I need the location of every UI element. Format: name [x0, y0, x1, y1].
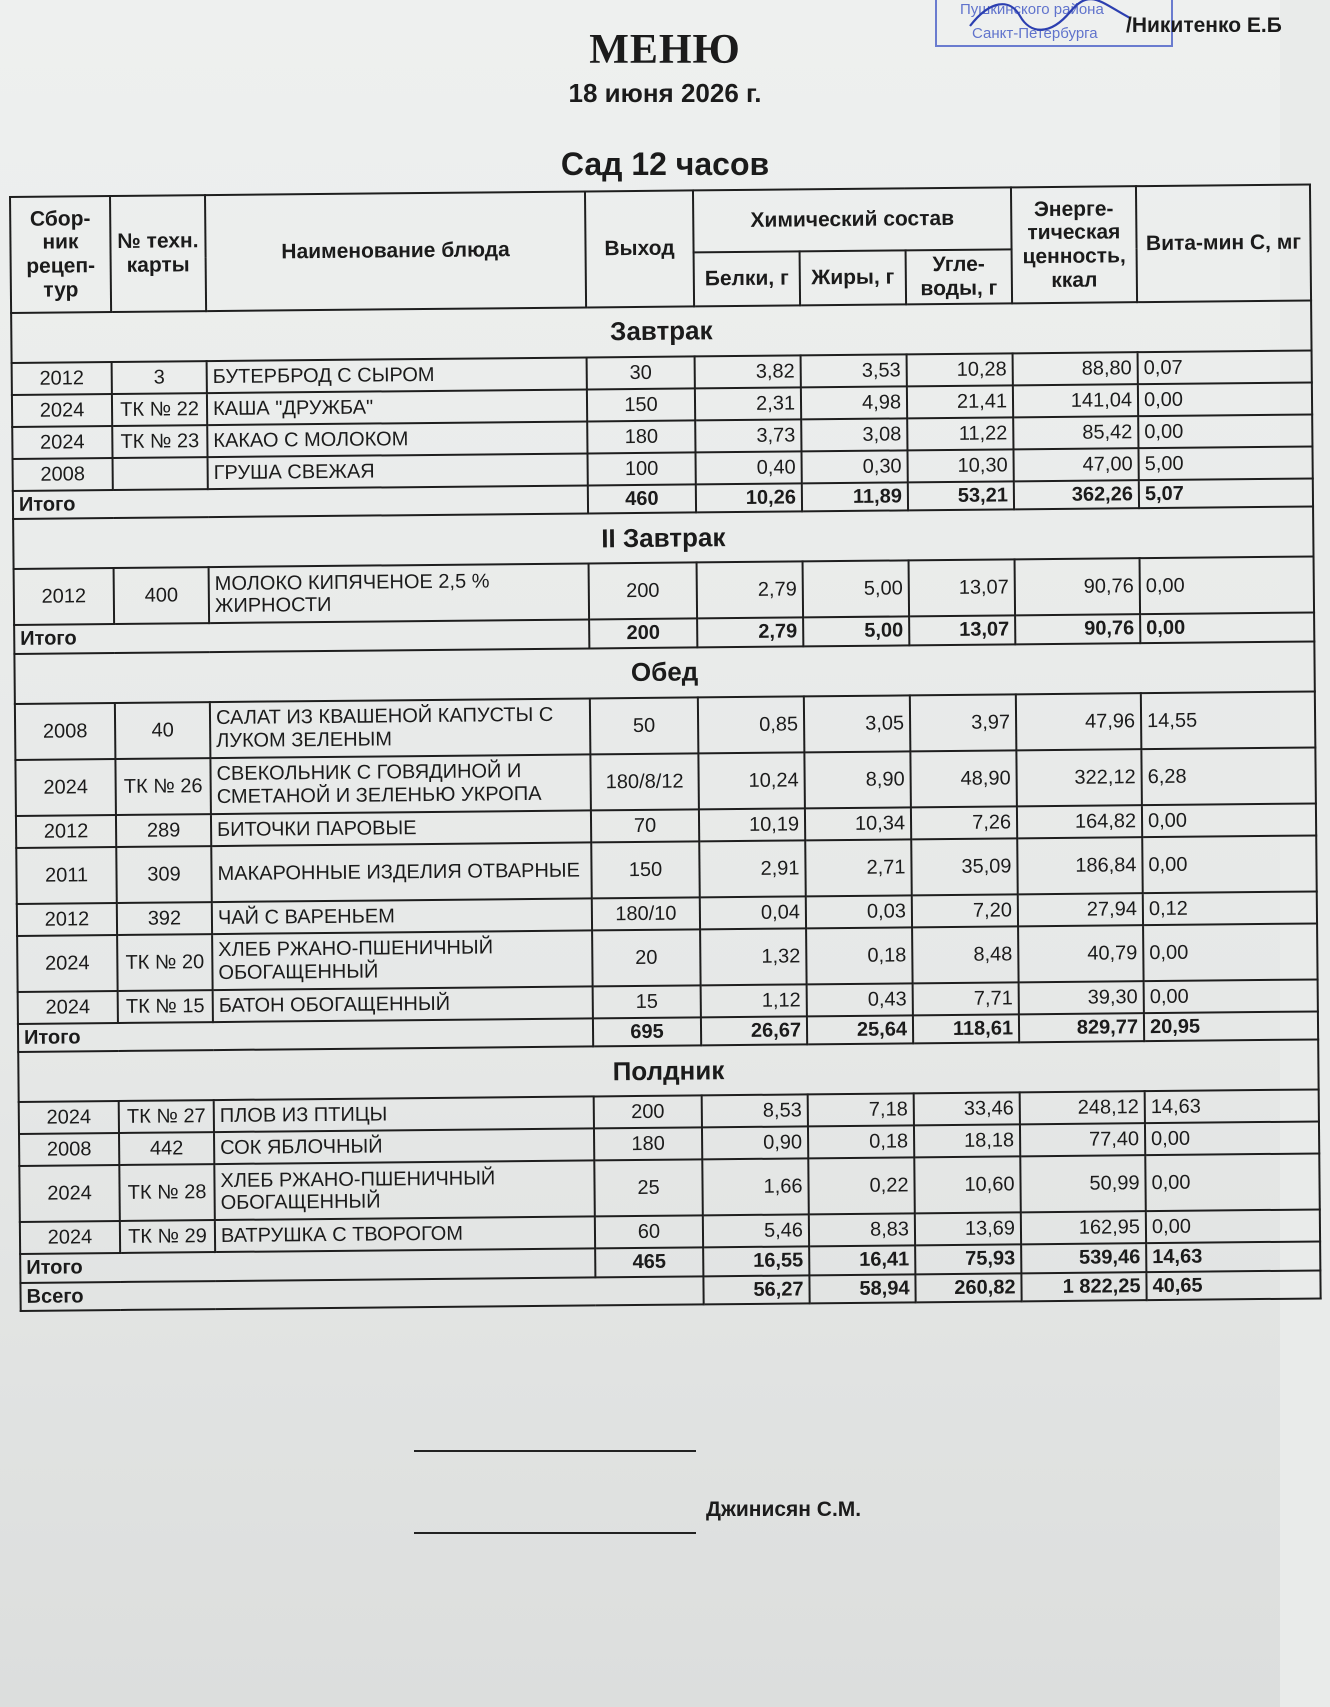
tech-card-cell: 309 [116, 846, 212, 903]
carbs-cell: 10,30 [907, 449, 1013, 482]
collection-year-cell: 2008 [13, 458, 113, 491]
section-title: II Завтрак [13, 507, 1313, 569]
total-yield-cell: 465 [595, 1248, 703, 1277]
protein-cell: 5,46 [703, 1215, 809, 1248]
total-label: Итого [14, 620, 589, 654]
menu-body [11, 301, 1321, 1311]
energy-cell: 248,12 [1020, 1091, 1145, 1124]
header-energy: Энерге-тическая ценность, ккал [1011, 186, 1137, 303]
protein-cell: 2,91 [699, 840, 806, 897]
vitamin-cell: 0,00 [1145, 1154, 1320, 1212]
protein-cell: 10,19 [699, 808, 805, 841]
header-yield: Выход [585, 190, 694, 307]
vitamin-cell: 0,00 [1143, 923, 1318, 981]
carbs-cell: 48,90 [910, 750, 1017, 807]
fat-cell: 10,34 [805, 807, 911, 840]
stamp-line-1: Пушкинского района [960, 1, 1104, 18]
vitamin-cell: 0,00 [1138, 383, 1312, 417]
total-protein-cell: 10,26 [696, 483, 802, 512]
total-energy-cell: 362,26 [1014, 480, 1139, 510]
vitamin-cell: 14,63 [1145, 1090, 1319, 1124]
collection-year-cell: 2008 [15, 703, 116, 760]
fat-cell: 0,30 [801, 450, 907, 483]
vitamin-cell: 0,00 [1142, 835, 1317, 893]
energy-cell: 186,84 [1017, 837, 1143, 894]
yield-cell: 60 [595, 1216, 703, 1249]
energy-cell: 47,96 [1016, 693, 1142, 750]
energy-cell: 77,40 [1020, 1123, 1145, 1156]
energy-cell: 47,00 [1013, 448, 1138, 481]
fat-cell: 0,18 [808, 1126, 914, 1159]
yield-cell: 25 [594, 1160, 703, 1217]
header-fat: Жиры, г [800, 250, 907, 305]
total-carbs-cell: 75,93 [915, 1245, 1021, 1274]
dish-name-cell: САЛАТ ИЗ КВАШЕНОЙ КАПУСТЫ С ЛУКОМ ЗЕЛЕНЫМ [210, 698, 591, 758]
carbs-cell: 21,41 [907, 385, 1013, 418]
protein-cell: 0,85 [698, 696, 805, 753]
energy-cell: 162,95 [1021, 1211, 1146, 1244]
total-protein-cell: 2,79 [697, 618, 803, 647]
fat-cell: 2,71 [805, 839, 912, 896]
tech-card-cell: 400 [114, 567, 210, 624]
dish-name-cell: БИТОЧКИ ПАРОВЫЕ [211, 810, 591, 846]
vitamin-cell: 0,00 [1142, 803, 1316, 837]
section-title: Обед [14, 641, 1314, 703]
yield-cell: 50 [590, 697, 699, 754]
total-yield-cell: 695 [593, 1017, 701, 1046]
fat-cell: 5,00 [803, 561, 910, 618]
collection-year-cell: 2024 [19, 1165, 120, 1222]
energy-cell: 27,94 [1018, 893, 1143, 926]
header-carbs: Угле-воды, г [906, 249, 1013, 304]
tech-card-cell: ТК № 28 [119, 1164, 215, 1221]
dish-name-cell: БАТОН ОБОГАЩЕННЫЙ [213, 986, 593, 1022]
yield-cell: 15 [593, 985, 701, 1018]
yield-cell: 180/8/12 [590, 753, 699, 810]
carbs-cell: 7,20 [912, 894, 1018, 927]
fat-cell: 3,08 [801, 418, 907, 451]
collection-year-cell: 2012 [12, 362, 112, 395]
total-fat-cell: 25,64 [807, 1015, 913, 1044]
grand-fat-cell: 58,94 [809, 1274, 915, 1303]
total-carbs-cell: 53,21 [908, 481, 1014, 510]
signature-line-1 [414, 1450, 696, 1452]
protein-cell: 1,12 [701, 984, 807, 1017]
total-fat-cell: 5,00 [803, 617, 909, 646]
yield-cell: 180 [587, 420, 695, 453]
grand-vitamin-cell: 40,65 [1146, 1270, 1320, 1300]
carbs-cell: 3,97 [910, 694, 1017, 751]
carbs-cell: 11,22 [907, 417, 1013, 450]
header-vitamin: Вита-мин С, мг [1136, 185, 1311, 303]
carbs-cell: 13,07 [909, 560, 1016, 617]
carbs-cell: 33,46 [914, 1093, 1020, 1126]
protein-cell: 1,32 [700, 928, 807, 985]
collection-year-cell: 2011 [16, 847, 117, 904]
fat-cell: 0,18 [806, 927, 913, 984]
tech-card-cell: 3 [112, 361, 207, 394]
menu-subtitle: Сад 12 часов [560, 146, 770, 182]
dish-name-cell: КАША "ДРУЖБА" [207, 389, 587, 425]
carbs-cell: 10,28 [907, 353, 1013, 386]
dish-name-cell: КАКАО С МОЛОКОМ [207, 421, 587, 457]
total-protein-cell: 26,67 [701, 1016, 807, 1045]
dish-name-cell: ГРУША СВЕЖАЯ [208, 453, 588, 489]
collection-year-cell: 2012 [14, 568, 115, 625]
total-vitamin-cell: 5,07 [1139, 478, 1313, 508]
dish-name-cell: ВАТРУШКА С ТВОРОГОМ [215, 1217, 595, 1253]
collection-year-cell: 2024 [15, 759, 116, 816]
header-protein: Белки, г [694, 251, 801, 306]
dish-name-cell: ЧАЙ С ВАРЕНЬЕМ [212, 898, 592, 934]
collection-year-cell: 2024 [18, 991, 118, 1024]
vitamin-cell: 0,12 [1143, 891, 1317, 925]
total-vitamin-cell: 14,63 [1146, 1242, 1320, 1272]
fat-cell: 0,03 [806, 895, 912, 928]
tech-card-cell: ТК № 15 [118, 990, 213, 1023]
yield-cell: 180/10 [592, 897, 700, 930]
total-label: Итого [20, 1249, 595, 1283]
dish-name-cell: БУТЕРБРОД С СЫРОМ [207, 357, 587, 393]
collection-year-cell: 2024 [20, 1221, 120, 1254]
carbs-cell: 13,69 [915, 1213, 1021, 1246]
header-dish: Наименование блюда [205, 191, 586, 311]
energy-cell: 39,30 [1019, 981, 1144, 1014]
tech-card-cell: ТК № 27 [119, 1100, 214, 1133]
collection-year-cell: 2024 [19, 1101, 119, 1134]
collection-year-cell: 2024 [12, 394, 112, 427]
yield-cell: 70 [591, 809, 699, 842]
total-vitamin-cell: 20,95 [1144, 1011, 1318, 1041]
vitamin-cell: 5,00 [1138, 446, 1312, 480]
protein-cell: 0,04 [700, 896, 806, 929]
protein-cell: 3,73 [695, 419, 801, 452]
total-fat-cell: 11,89 [802, 482, 908, 511]
fat-cell: 0,22 [808, 1158, 915, 1215]
dish-name-cell: ПЛОВ ИЗ ПТИЦЫ [214, 1097, 594, 1133]
vitamin-cell: 0,00 [1146, 1210, 1320, 1244]
total-vitamin-cell: 0,00 [1140, 613, 1314, 643]
yield-cell: 100 [587, 452, 695, 485]
total-fat-cell: 16,41 [809, 1246, 915, 1275]
yield-cell: 150 [587, 388, 695, 421]
dish-name-cell: СВЕКОЛЬНИК С ГОВЯДИНОЙ И СМЕТАНОЙ И ЗЕЛЕНЬЮ УКРОПА [210, 754, 591, 814]
protein-cell: 2,31 [695, 387, 801, 420]
grand-total-label: Всего [20, 1276, 703, 1311]
fat-cell: 7,18 [808, 1094, 914, 1127]
energy-cell: 164,82 [1017, 805, 1142, 838]
protein-cell: 1,66 [702, 1159, 809, 1216]
tech-card-cell: ТК № 29 [120, 1220, 215, 1253]
total-yield-cell: 200 [589, 619, 697, 648]
collection-year-cell: 2008 [19, 1133, 119, 1166]
total-label: Итого [13, 485, 588, 519]
carbs-cell: 7,71 [913, 982, 1019, 1015]
header-tech-card: № техн. карты [110, 195, 206, 312]
dish-name-cell: СОК ЯБЛОЧНЫЙ [214, 1129, 594, 1165]
vitamin-cell: 0,07 [1138, 351, 1312, 385]
dish-name-cell: ХЛЕБ РЖАНО-ПШЕНИЧНЫЙ ОБОГАЩЕННЫЙ [212, 930, 593, 990]
yield-cell: 200 [589, 563, 698, 620]
vitamin-cell: 0,00 [1144, 979, 1318, 1013]
total-energy-cell: 539,46 [1021, 1243, 1146, 1273]
protein-cell: 10,24 [698, 752, 805, 809]
fat-cell: 8,83 [809, 1214, 915, 1247]
collection-year-cell: 2024 [17, 935, 118, 992]
tech-card-cell: ТК № 26 [115, 758, 211, 815]
stamp-line-2: Санкт-Петербурга [972, 25, 1098, 42]
tech-card-cell: 392 [117, 902, 212, 935]
protein-cell: 2,79 [697, 562, 804, 619]
tech-card-cell: 442 [119, 1132, 214, 1165]
vitamin-cell: 0,00 [1145, 1122, 1319, 1156]
carbs-cell: 8,48 [912, 926, 1019, 983]
vitamin-cell: 0,00 [1140, 557, 1315, 615]
protein-cell: 0,40 [695, 451, 801, 484]
tech-card-cell: ТК № 23 [112, 425, 207, 458]
yield-cell: 20 [592, 929, 701, 986]
energy-cell: 141,04 [1013, 384, 1138, 417]
energy-cell: 40,79 [1018, 925, 1144, 982]
yield-cell: 180 [594, 1128, 702, 1161]
total-energy-cell: 829,77 [1019, 1013, 1144, 1043]
yield-cell: 150 [591, 841, 700, 898]
vitamin-cell: 0,00 [1138, 415, 1312, 449]
section-title: Завтрак [11, 301, 1311, 363]
fat-cell: 3,05 [804, 695, 911, 752]
page-title: МЕНЮ [589, 27, 741, 73]
grand-carbs-cell: 260,82 [915, 1273, 1021, 1302]
total-carbs-cell: 13,07 [909, 616, 1015, 645]
total-label: Итого [18, 1018, 593, 1052]
tech-card-cell: ТК № 22 [112, 393, 207, 426]
vitamin-cell: 6,28 [1141, 747, 1316, 805]
tech-card-cell [113, 457, 208, 490]
signer-name: Джинисян С.М. [706, 1498, 862, 1521]
total-energy-cell: 90,76 [1015, 615, 1140, 645]
fat-cell: 4,98 [801, 386, 907, 419]
collection-year-cell: 2024 [12, 426, 112, 459]
energy-cell: 50,99 [1020, 1155, 1146, 1212]
carbs-cell: 18,18 [914, 1125, 1020, 1158]
energy-cell: 90,76 [1015, 559, 1141, 616]
fat-cell: 8,90 [804, 751, 911, 808]
menu-table [9, 184, 1322, 1312]
menu-date: 18 июня 2026 г. [568, 78, 762, 108]
tech-card-cell: ТК № 20 [117, 934, 213, 991]
carbs-cell: 10,60 [914, 1157, 1021, 1214]
tech-card-cell: 40 [115, 702, 211, 759]
energy-cell: 88,80 [1013, 352, 1138, 385]
yield-cell: 200 [594, 1096, 702, 1129]
grand-protein-cell: 56,27 [703, 1275, 809, 1304]
protein-cell: 0,90 [702, 1127, 808, 1160]
dish-name-cell: МАКАРОННЫЕ ИЗДЕЛИЯ ОТВАРНЫЕ [211, 842, 592, 902]
yield-cell: 30 [587, 356, 695, 389]
header-collection: Сбор-ник рецеп-тур [10, 196, 111, 313]
dish-name-cell: МОЛОКО КИПЯЧЕНОЕ 2,5 % ЖИРНОСТИ [209, 564, 590, 624]
section-title: Полдник [18, 1040, 1318, 1102]
signature-line-2 [414, 1532, 696, 1534]
energy-cell: 85,42 [1013, 416, 1138, 449]
grand-energy-cell: 1 822,25 [1021, 1272, 1146, 1302]
carbs-cell: 7,26 [911, 806, 1017, 839]
collection-year-cell: 2012 [17, 903, 117, 936]
total-protein-cell: 16,55 [703, 1247, 809, 1276]
fat-cell: 3,53 [801, 354, 907, 387]
header-chem: Химический состав [693, 187, 1012, 252]
vitamin-cell: 14,55 [1141, 691, 1316, 749]
energy-cell: 322,12 [1016, 749, 1142, 806]
protein-cell: 8,53 [702, 1095, 808, 1128]
tech-card-cell: 289 [116, 814, 211, 847]
fat-cell: 0,43 [807, 983, 913, 1016]
approver-name: /Никитенко Е.Б [1126, 14, 1282, 37]
carbs-cell: 35,09 [911, 838, 1018, 895]
total-yield-cell: 460 [588, 484, 696, 513]
dish-name-cell: ХЛЕБ РЖАНО-ПШЕНИЧНЫЙ ОБОГАЩЕННЫЙ [214, 1161, 595, 1221]
protein-cell: 3,82 [695, 355, 801, 388]
total-carbs-cell: 118,61 [913, 1014, 1019, 1043]
collection-year-cell: 2012 [16, 815, 116, 848]
